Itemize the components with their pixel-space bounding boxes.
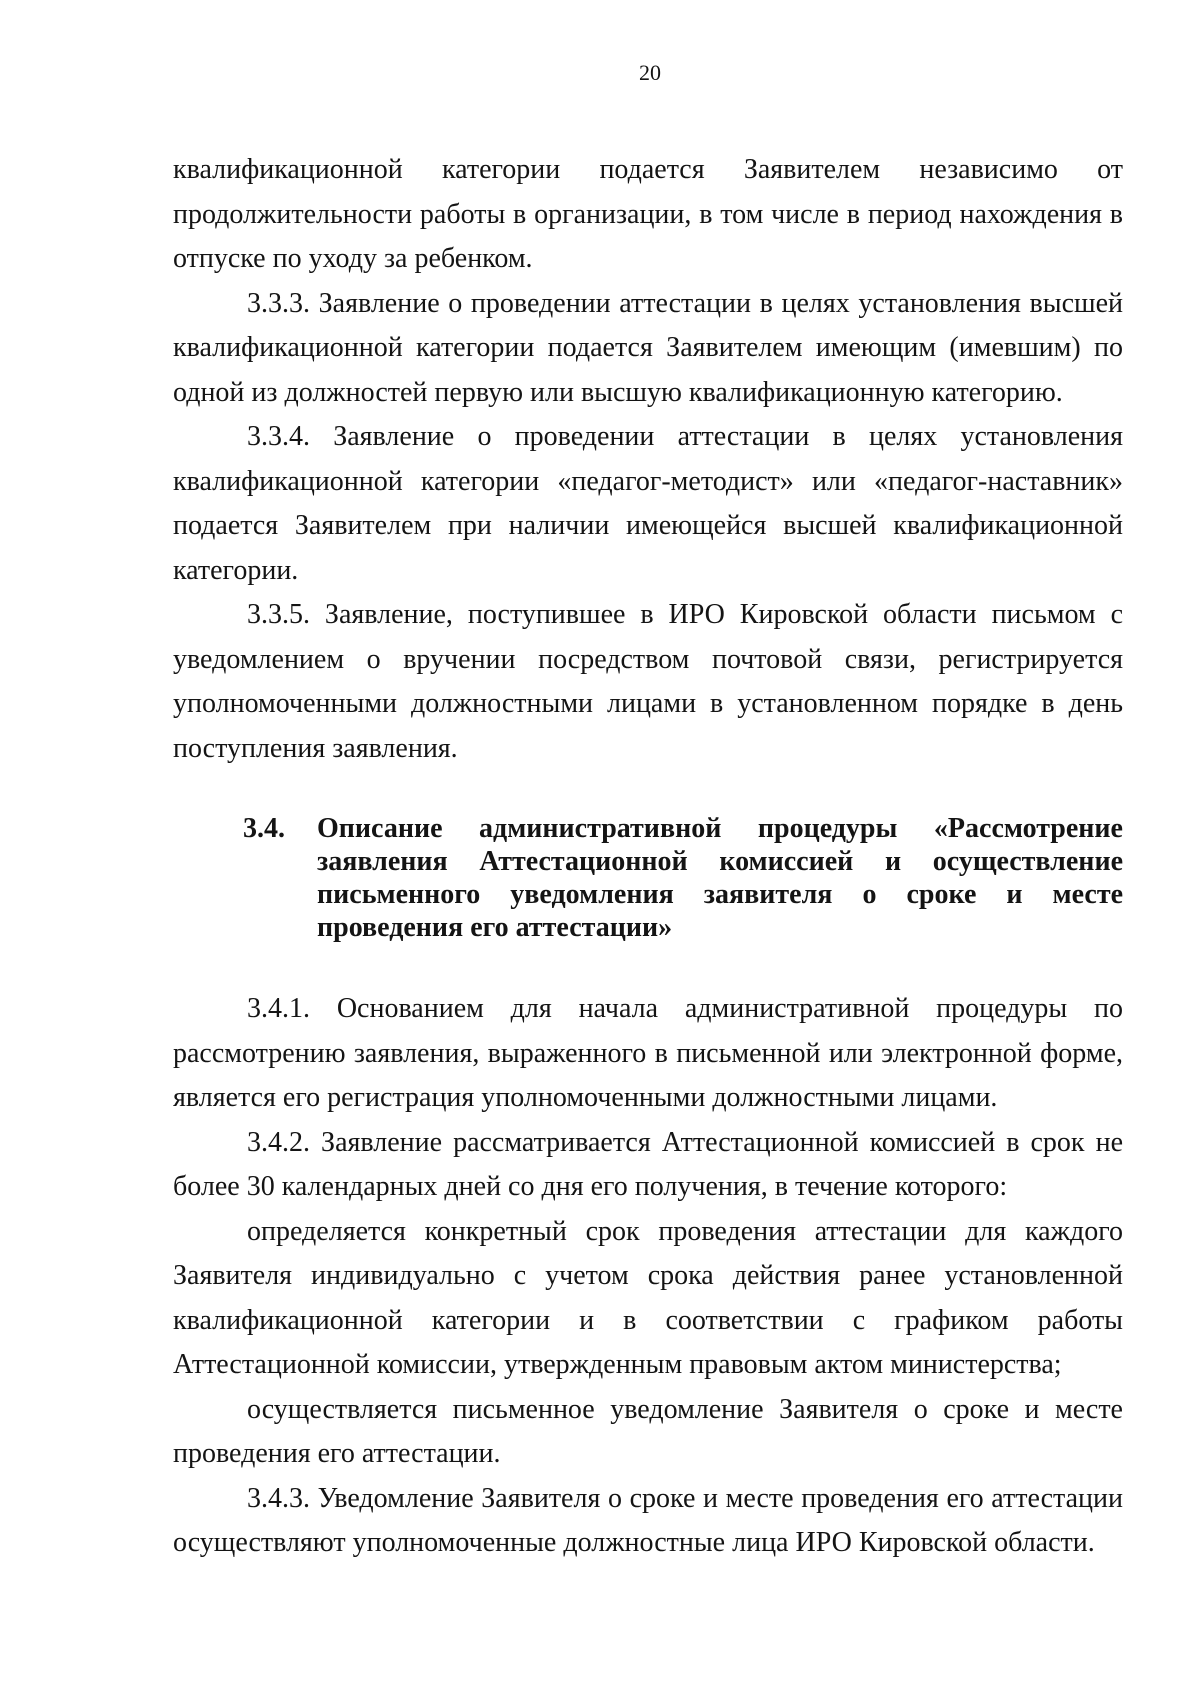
paragraph-3-4-3: 3.4.3. Уведомление Заявителя о сроке и месте проведения его аттестации осуществляют уполномоченные должностные лица ИРО Кировской области.	[173, 1482, 1123, 1558]
section-heading-3-4	[173, 812, 1123, 944]
paragraph-3-4-1: 3.4.1. Основанием для начала административной процедуры по рассмотрению заявления, выраженного в письменной или электронной форме, является его регистрация уполномоченными должностными лицами.	[173, 993, 1123, 1113]
paragraphs-before-section	[173, 148, 1123, 771]
section-title: Описание административной процедуры «Рассмотрение заявления Аттестационной комиссией и осуществление письменного уведомления заявителя о сроке и месте проведения его аттестации»	[317, 813, 1123, 943]
paragraph-3-3-5: 3.3.5. Заявление, поступившее в ИРО Кировской области письмом с уведомлением о вручении посредством почтовой связи, регистрируется уполномоченными должностными лицами в установленном порядке в день поступления заявления.	[173, 599, 1123, 764]
paragraph-continuation: квалификационной категории подается Заявителем независимо от продолжительности работы в организации, в том числе в период нахождения в отпуске по уходу за ребенком.	[173, 154, 1123, 274]
paragraph-3-4-2: 3.4.2. Заявление рассматривается Аттестационной комиссией в срок не более 30 календарных дней со дня его получения, в течение которого:	[173, 1126, 1123, 1202]
section-number: 3.4.	[243, 813, 285, 844]
paragraph-3-3-4: 3.3.4. Заявление о проведении аттестации в целях установления квалификационной категории «педагог-методист» или «педагог-наставник» подается Заявителем при наличии имеющейся высшей квалификационной категории.	[173, 421, 1123, 586]
paragraph-3-4-2-item-b: осуществляется письменное уведомление Заявителя о сроке и месте проведения его аттестации.	[173, 1393, 1123, 1469]
paragraph-3-4-2-item-a: определяется конкретный срок проведения аттестации для каждого Заявителя индивидуально с учетом срока действия ранее установленной квалификационной категории и в соответствии с графиком работы Аттестационной комиссии, утвержденным правовым актом министерства;	[173, 1215, 1123, 1380]
document-body	[173, 148, 1123, 1566]
paragraphs-after-section	[173, 987, 1123, 1566]
paragraph-3-3-3: 3.3.3. Заявление о проведении аттестации в целях установления высшей квалификационной категории подается Заявителем имеющим (имевшим) по одной из должностей первую или высшую квалификационную категорию.	[173, 287, 1123, 408]
page-number: 20	[639, 60, 661, 85]
